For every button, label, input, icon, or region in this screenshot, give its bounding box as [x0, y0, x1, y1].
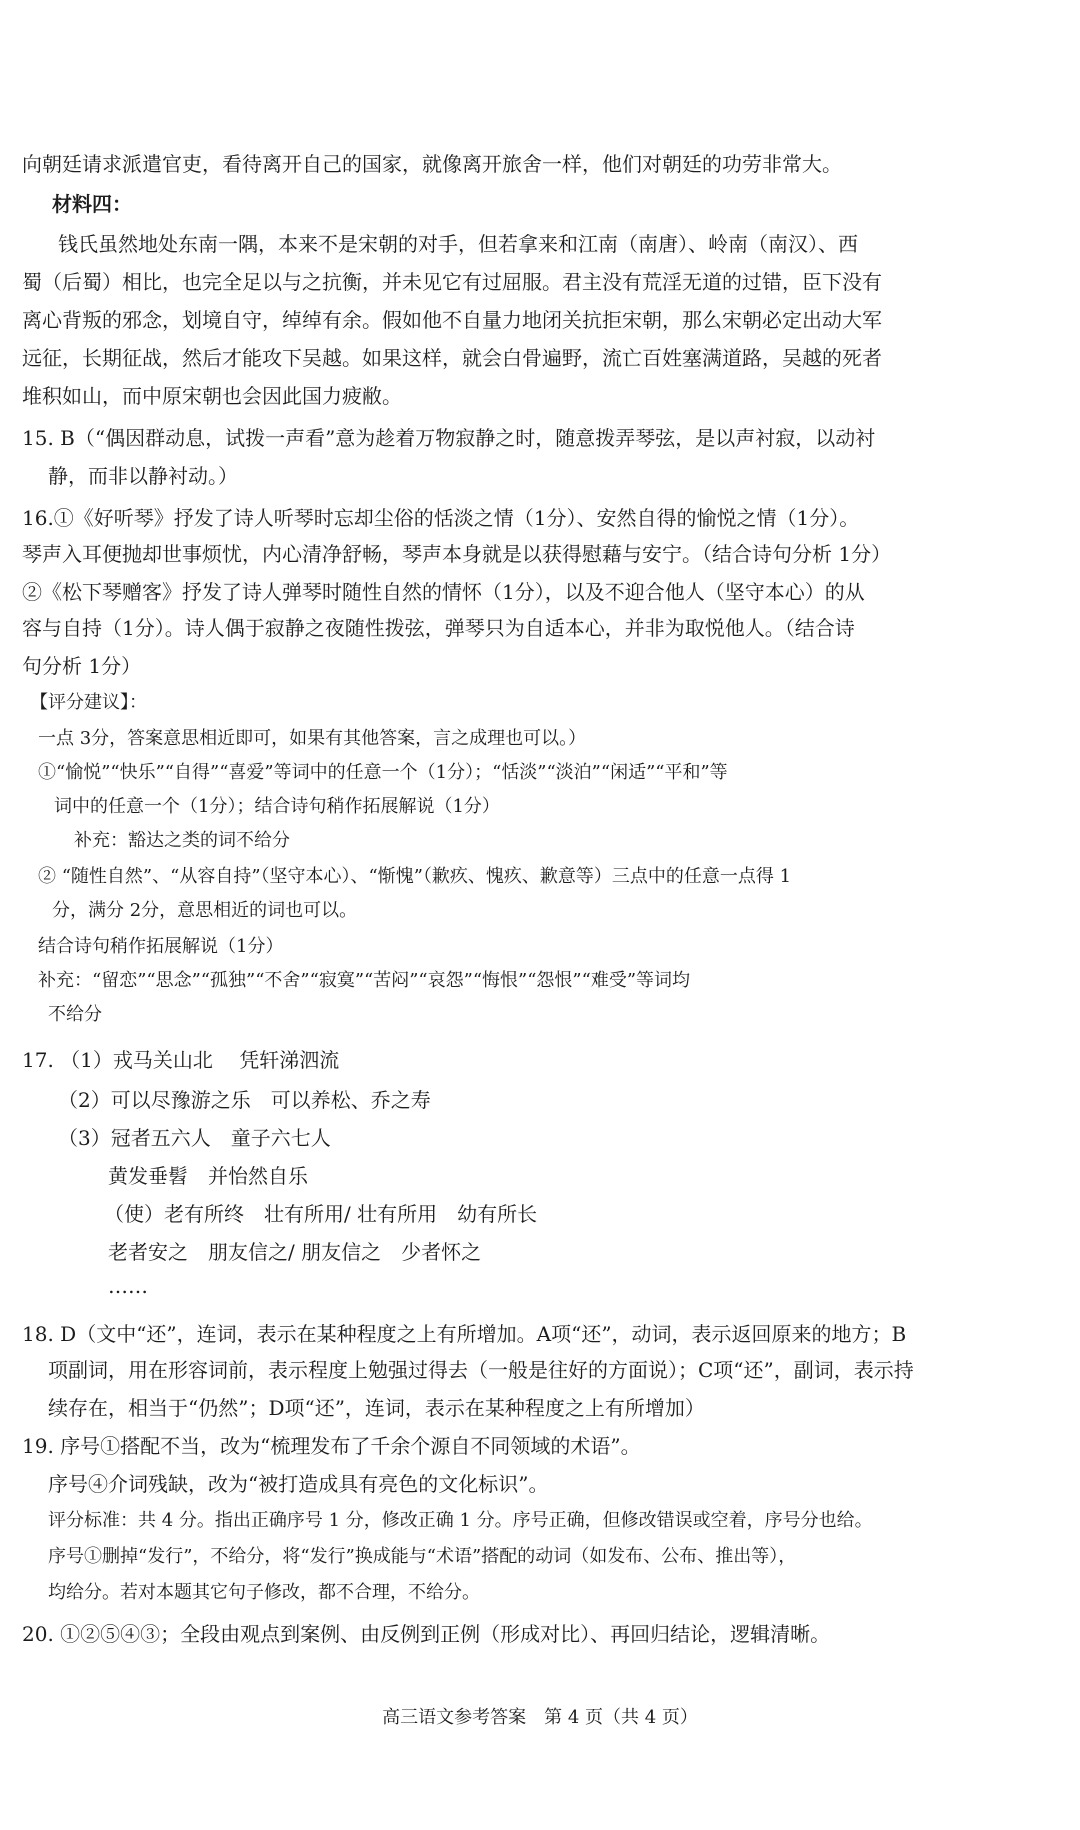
- text-line: 评分标准：共 4 分。指出正确序号 1 分，修改正确 1 分。序号正确，但修改错误或空着，序号分也给。: [48, 1510, 873, 1531]
- text-line: 不给分: [48, 1004, 102, 1025]
- text-line: 续存在，相当于“仍然”；D项“还”，连词，表示在某种程度之上有所增加）: [48, 1396, 705, 1420]
- text-line: 均给分。若对本题其它句子修改，都不合理，不给分。: [48, 1582, 480, 1603]
- text-line: 一点 3分，答案意思相近即可，如果有其他答案，言之成理也可以。）: [38, 728, 587, 749]
- text-line: 静，而非以静衬动。）: [48, 464, 238, 488]
- text-line: 序号④介词残缺，改为“被打造成具有亮色的文化标识”。: [48, 1472, 549, 1496]
- text-line: 堆积如山，而中原宋朝也会因此国力疲敝。: [22, 384, 402, 408]
- text-line: （3）冠者五六人 童子六七人: [58, 1126, 331, 1150]
- text-line: 远征，长期征战，然后才能攻下吴越。如果这样，就会白骨遍野，流亡百姓塞满道路，吴越的死者: [22, 346, 882, 370]
- text-line: 结合诗句稍作拓展解说（1分）: [38, 936, 284, 957]
- text-line: （2）可以尽豫游之乐 可以养松、乔之寿: [58, 1088, 431, 1112]
- text-line: 黄发垂髫 并怡然自乐: [108, 1164, 308, 1188]
- text-line: ……: [108, 1274, 148, 1298]
- text-line: 向朝廷请求派遣官吏，看待离开自己的国家，就像离开旅舍一样，他们对朝廷的功劳非常大。: [22, 152, 842, 176]
- text-line: 蜀（后蜀）相比，也完全足以与之抗衡，并未见它有过屈服。君主没有荒淫无道的过错，臣下没有: [22, 270, 882, 294]
- text-line: 分，满分 2分，意思相近的词也可以。: [52, 900, 358, 921]
- answer-19: 19. 序号①搭配不当，改为“梳理发布了千余个源自不同领域的术语”。: [22, 1434, 641, 1458]
- text-line: 词中的任意一个（1分）；结合诗句稍作拓展解说（1分）: [54, 796, 500, 817]
- text-line: 钱氏虽然地处东南一隅，本来不是宋朝的对手，但若拿来和江南（南唐）、岭南（南汉）、西: [58, 232, 858, 256]
- scoring-heading: 【评分建议】：: [30, 692, 147, 713]
- text-line: 离心背叛的邪念，划境自守，绰绰有余。假如他不自量力地闭关抗拒宋朝，那么宋朝必定出动大军: [22, 308, 882, 332]
- text-line: 补充：豁达之类的词不给分: [74, 830, 290, 851]
- text-line: ②《松下琴赠客》抒发了诗人弹琴时随性自然的情怀（1分），以及不迎合他人（坚守本心）的从: [22, 580, 865, 604]
- text-line: 句分析 1分）: [22, 654, 142, 678]
- text-line: 老者安之 朋友信之/ 朋友信之 少者怀之: [108, 1240, 482, 1264]
- answer-20: 20. ①②⑤④③；全段由观点到案例、由反例到正例（形成对比）、再回归结论，逻辑清晰。: [22, 1622, 831, 1646]
- answer-16: 16.①《好听琴》抒发了诗人听琴时忘却尘俗的恬淡之情（1分）、安然自得的愉悦之情（1分）。: [22, 506, 860, 530]
- answer-15: 15. B（“偶因群动息，试拨一声看”意为趁着万物寂静之时，随意拨弄琴弦，是以声衬寂，以动衬: [22, 426, 876, 450]
- text-line: ② “随性自然”、“从容自持”（坚守本心）、“惭愧”（歉疚、愧疚、歉意等）三点中的任意一点得 1: [38, 866, 792, 887]
- text-line: 补充：“留恋”“思念”“孤独”“不舍”“寂寞”“苦闷”“哀怨”“悔恨”“怨恨”“难受”等词均: [38, 970, 691, 991]
- page-footer: 高三语文参考答案 第 4 页（共 4 页）: [382, 1707, 698, 1728]
- text-line: （使）老有所终 壮有所用/ 壮有所用 幼有所长: [104, 1202, 538, 1226]
- text-line: 项副词，用在形容词前，表示程度上勉强过得去（一般是往好的方面说）；C项“还”，副词，表示持: [48, 1358, 914, 1382]
- text-line: 琴声入耳便抛却世事烦忧，内心清净舒畅，琴声本身就是以获得慰藉与安宁。（结合诗句分析 1分）: [22, 542, 892, 566]
- text-line: ①“愉悦”“快乐”“自得”“喜爱”等词中的任意一个（1分）；“恬淡”“淡泊”“闲适”“平和”等: [38, 762, 728, 783]
- text-line: 容与自持（1分）。诗人偶于寂静之夜随性拨弦，弹琴只为自适本心，并非为取悦他人。（结合诗: [22, 616, 855, 640]
- text-line: 序号①删掉“发行”，不给分，将“发行”换成能与“术语”搭配的动词（如发布、公布、推出等），: [48, 1546, 797, 1567]
- section-heading: 材料四：: [52, 192, 132, 216]
- answer-17: 17. （1）戎马关山北 凭轩涕泗流: [22, 1048, 340, 1072]
- answer-18: 18. D（文中“还”，连词，表示在某种程度之上有所增加。A项“还”，动词，表示返回原来的地方；B: [22, 1322, 907, 1346]
